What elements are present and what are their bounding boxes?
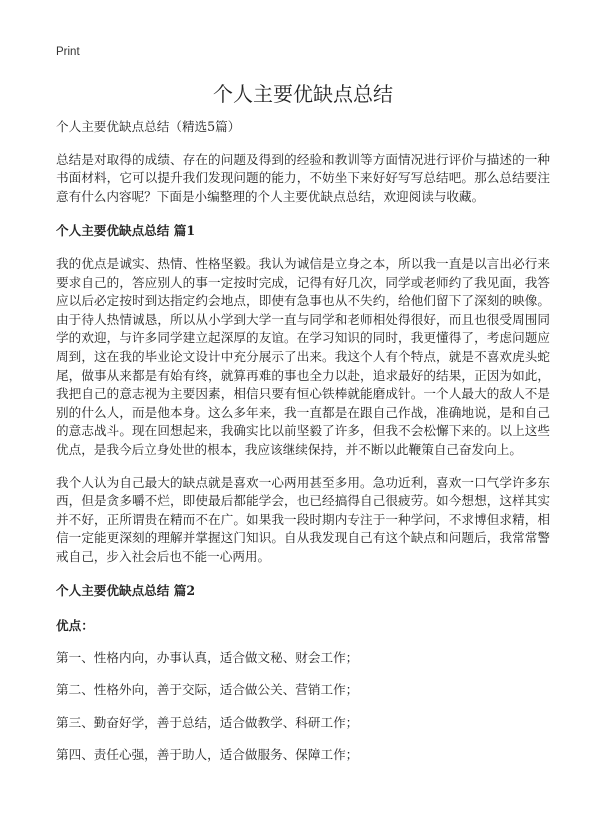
list-item: 第一、性格内向，办事认真，适合做文秘、财会工作； — [56, 649, 359, 665]
list-item: 第四、责任心强，善于助人，适合做服务、保障工作； — [56, 747, 359, 763]
section-heading-2: 个人主要优缺点总结 篇2 — [56, 583, 196, 599]
subtitle: 个人主要优缺点总结（精选5篇） — [56, 119, 241, 134]
article-body — [56, 118, 550, 779]
list-item: 第三、勤奋好学，善于总结，适合做教学、科研工作； — [56, 714, 359, 730]
section1-paragraph: 我的优点是诚实、热情、性格坚毅。我认为诚信是立身之本，所以我一直是以言出必行来要求自己的，答应别人的事一定按时完成，记得有好几次，同学或老师约了我见面，我答应以后必定按时到达指定约会地点，即使有急事也从不失约，给他们留下了深刻的映像。由于待人热情诚恳，所以从小学到大学一直与同学和老师相处得很好，而且也很受周围同学的欢迎，与许多同学建立起深厚的友谊。在学习知识的同时，我更懂得了，考虑问题应周到，这在我的毕业论文设计中充分展示了出来。我这个人有个特点，就是不喜欢虎头蛇尾，做事从来都是有始有终，就算再难的事也全力以赴，追求最好的结果，正因为如此，我把自己的意志视为主要因素，相信只要有恒心铁棒就能磨成针。一个人最大的敌人不是别的什么人，而是他本身。这么多年来，我一直都是在跟自己作战，准确地说，是和自己的意志战斗。现在回想起来，我确实比以前坚毅了许多，但我不会松懈下来的。以上这些优点，是我今后立身处世的根本，我应该继续保持，并不断以此鞭策自己奋发向上。 — [56, 255, 550, 457]
section1-paragraph: 我个人认为自己最大的缺点就是喜欢一心两用甚至多用。急功近利，喜欢一口气学许多东西，但是贪多嚼不烂，即使最后都能学会，也已经搞得自己很疲劳。如今想想，这样其实并不好，正所谓贵在精而不在广。如果我一段时期内专注于一种学问，不求博但求精，相信一定能更深刻的理解并掌握这门知识。自从我发现自己有这个缺点和问题后，我常常警戒自己，步入社会后也不能一心两用。 — [56, 474, 550, 564]
section-heading-1: 个人主要优缺点总结 篇1 — [56, 223, 196, 239]
intro-paragraph: 总结是对取得的成绩、存在的问题及得到的经验和教训等方面情况进行评价与描述的一种书面材料，它可以提升我们发现问题的能力，不妨坐下来好好写写总结吧。那么总结要注意有什么内容呢？下面是小编整理的个人主要优缺点总结，欢迎阅读与收藏。 — [56, 151, 550, 204]
list-item: 第二、性格外向，善于交际，适合做公关、营销工作； — [56, 682, 359, 698]
print-link[interactable]: Print — [56, 46, 80, 58]
page-title: 个人主要优缺点总结 — [213, 82, 393, 106]
advantages-label: 优点： — [56, 618, 94, 634]
